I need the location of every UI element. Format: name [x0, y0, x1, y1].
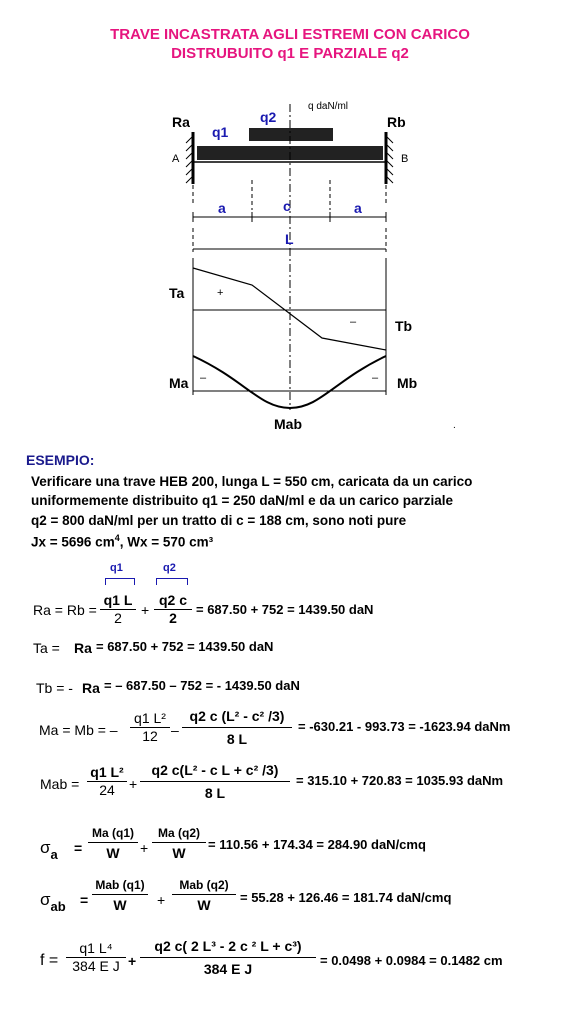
f-result: = 0.0498 + 0.0984 = 0.1482 cm	[320, 953, 503, 968]
dim-label-l: L	[285, 231, 294, 247]
label-ta: Ta	[169, 285, 185, 301]
left-fixed-support	[186, 132, 193, 184]
ra-frac-1: $\frac{q1 L}{2}$	[100, 592, 136, 626]
brace-label-q1: q1	[110, 562, 123, 574]
label-ra: Ra	[172, 114, 190, 130]
ta-lhs: Ta =	[33, 640, 60, 656]
sigma-ab-frac-1: Mab (q1) W	[92, 878, 148, 913]
label-mab: Mab	[274, 416, 302, 432]
wx-text: , Wx = 570 cm³	[119, 534, 214, 550]
tb-result: = – 687.50 – 752 = - 1439.50 daN	[104, 678, 300, 693]
label-tb: Tb	[395, 318, 413, 334]
example-heading: ESEMPIO:	[26, 452, 95, 468]
shear-plus-sign: +	[217, 287, 224, 299]
sigma-ab-symbol: $\sigma_{ab}$	[40, 890, 66, 914]
mab-plus: +	[129, 776, 138, 792]
mab-result: = 315.10 + 720.83 = 1035.93 daNm	[296, 773, 504, 788]
f-lhs: f =	[40, 952, 59, 969]
right-fixed-support	[386, 132, 393, 184]
dim-label-c: c	[283, 198, 291, 214]
mab-frac-1: $\frac{\text{q1 L²}}{24}$	[87, 764, 127, 798]
label-point-b: B	[401, 153, 409, 165]
beam-diagram	[0, 0, 580, 440]
f-frac-1: $\frac{\text{q1 L⁴}}{\text{384 E J}}$	[66, 940, 126, 974]
moment-minus-left: –	[200, 372, 207, 384]
ra-frac-2: $\frac{q2 c}{2}$	[154, 592, 192, 626]
mab-frac-2: $\frac{\text{q2 c(L² - c L + c² /3)}}{8 L}$	[140, 762, 290, 801]
mab-lhs: Mab =	[40, 776, 80, 792]
brace-q2	[156, 578, 188, 585]
sigma-a-result: = 110.56 + 174.34 = 284.90 daN/cmq	[208, 837, 426, 852]
ta-result: = 687.50 + 752 = 1439.50 daN	[96, 639, 274, 654]
dim-label-a-left: a	[218, 200, 226, 216]
label-q2: q2	[260, 109, 277, 125]
tb-ra: Ra	[82, 680, 100, 696]
example-line-3: q2 = 800 daN/ml per un tratto di c = 188 cm, sono noti pure	[31, 513, 407, 528]
f-plus: +	[128, 953, 137, 969]
sigma-a-frac-1: $\frac{Ma (q1)}{W}$	[88, 826, 138, 861]
sigma-ab-plus: +	[157, 892, 166, 908]
stray-dot: .	[453, 420, 456, 431]
example-line-4	[31, 533, 213, 550]
jx-exponent: 4	[114, 533, 120, 543]
label-rb: Rb	[387, 114, 406, 130]
ma-frac-2: $\frac{\text{q2 c (L² - c² /3)}}{8 L}$	[182, 708, 292, 747]
sigma-ab-frac-2: Mab (q2) W	[172, 878, 236, 913]
ma-result: = -630.21 - 993.73 = -1623.94 daNm	[298, 719, 511, 734]
f-frac-2: $\frac{\text{q2 c( 2 L³ - 2 c ² L + c³)}}{\text{384 E J}}$	[140, 938, 316, 977]
label-q1: q1	[212, 124, 229, 140]
ma-lhs: Ma = Mb = –	[39, 722, 118, 738]
jx-text: Jx = 5696 cm	[31, 534, 115, 550]
label-q-unit: q daN/ml	[308, 101, 349, 112]
sigma-a-plus: +	[140, 840, 149, 856]
sigma-ab-eq: =	[80, 892, 89, 908]
sigma-a-eq: =	[74, 840, 83, 856]
moment-minus-right: –	[372, 372, 379, 384]
dim-label-a-right: a	[354, 200, 362, 216]
brace-label-q2: q2	[163, 562, 176, 574]
sigma-a-symbol: $\sigma_a$	[40, 838, 58, 862]
sigma-ab-result: = 55.28 + 126.46 = 181.74 daN/cmq	[240, 890, 452, 905]
label-point-a: A	[172, 153, 180, 165]
tb-lhs: Tb = -	[36, 680, 73, 696]
ma-frac-1: $\frac{\text{q1 L²}}{12}$	[130, 710, 170, 744]
shear-minus-sign: –	[350, 316, 357, 328]
ra-plus: +	[141, 602, 150, 618]
title-line-2: DISTRUBUITO q1 E PARZIALE q2	[171, 45, 409, 62]
example-line-1: Verificare una trave HEB 200, lunga L = 550 cm, caricata da un carico	[31, 474, 473, 489]
label-mb: Mb	[397, 375, 418, 391]
sigma-a-frac-2: $\frac{Ma (q2)}{W}$	[152, 826, 206, 861]
brace-q1	[105, 578, 135, 585]
load-q2-bar	[249, 128, 333, 141]
ra-lhs: Ra = Rb =	[33, 602, 97, 618]
ma-minus: –	[171, 722, 179, 738]
ta-ra: Ra	[74, 640, 92, 656]
label-ma: Ma	[169, 375, 189, 391]
example-line-2: uniformemente distribuito q1 = 250 daN/ml e da un carico parziale	[31, 493, 453, 508]
title-line-1: TRAVE INCASTRATA AGLI ESTREMI CON CARICO	[110, 26, 470, 43]
ra-result: = 687.50 + 752 = 1439.50 daN	[196, 602, 374, 617]
